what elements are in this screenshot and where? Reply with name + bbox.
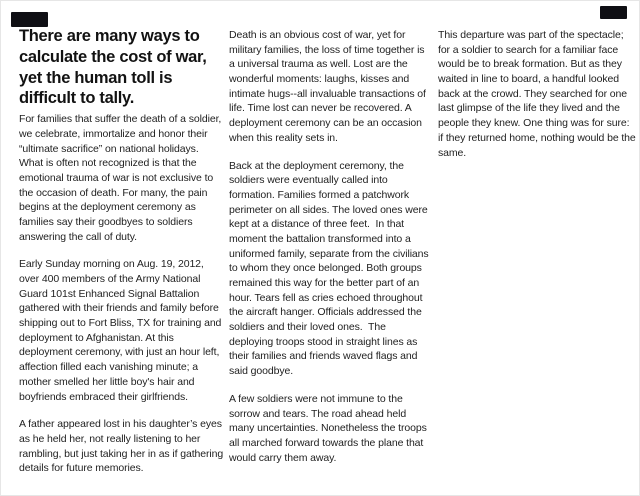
text-column-1 <box>19 26 224 489</box>
text-column-3 <box>438 28 637 173</box>
paragraph: For families that suffer the death of a soldier, we celebrate, immortalize and honor their “ultimate sacrifice” on national holidays. What is often not recognized is that the emotional trauma of war is not exclusive to the occasion of death. For many, the pain begins at the deployment ceremony as families say their goodbyes to soldiers answering the call of duty. <box>19 113 225 243</box>
paragraph: Early Sunday morning on Aug. 19, 2012, over 400 members of the Army National Guard 101st Enhanced Signal Battalion gathered with their friends and family before shipping out to Fort Bliss, TX for training and deployment to Afghanistan. At this deployment ceremony, with just an hour left, affection filled each vanishing minute; a mother smelled her little boy's hair and boyfriends embraced their girlfriends. <box>19 258 225 403</box>
paragraph: Back at the deployment ceremony, the soldiers were eventually called into formation. Families formed a patchwork perimeter on all sides. The loved ones were kept at a distance of three feet. In that moment the battalion transformed into a uniformed family, separate from the civilians to whom they once belonged. Both groups remained this way for the better part of an hour. Tears fell as cries echoed throughout the aircraft hanger. Officials addressed the soldiers and their loved ones. The deploying troops stood in straight lines as their families and friends waved flags and said goodbye. <box>229 159 432 378</box>
redaction-bar-top-right <box>600 6 627 19</box>
article-headline: There are many ways to calculate the cost of war, yet the human toll is difficult to tally. <box>19 27 207 108</box>
paragraph: A father appeared lost in his daughter’s eyes as he held her, not really listening to her rambling, but just taking her in as if gathering details for future memories. <box>19 418 226 475</box>
paragraph: Death is an obvious cost of war, yet for military families, the loss of time together is a universal trauma as well. Lost are the wonderful moments: laughs, kisses and intimate hugs--all invaluable transactions of life. Time lost can never be recovered. A deployment ceremony can be an occasion when this reality sets in. <box>229 29 429 144</box>
paragraph: This departure was part of the spectacle; for a soldier to search for a familiar face would be to break formation. But as they waited in line to board, a handful looked back at the crowd. They searched for one last glimpse of the life they lived and the people they knew. One thing was for sure: if they returned home, nothing would be the same. <box>438 29 639 159</box>
text-column-2 <box>229 28 432 478</box>
paragraph: A few soldiers were not immune to the sorrow and tears. The road ahead held many uncertainties. Nonetheless the troops all marched forward towards the plane that would carry them away. <box>229 392 430 464</box>
redaction-bar-top-left <box>11 12 48 27</box>
